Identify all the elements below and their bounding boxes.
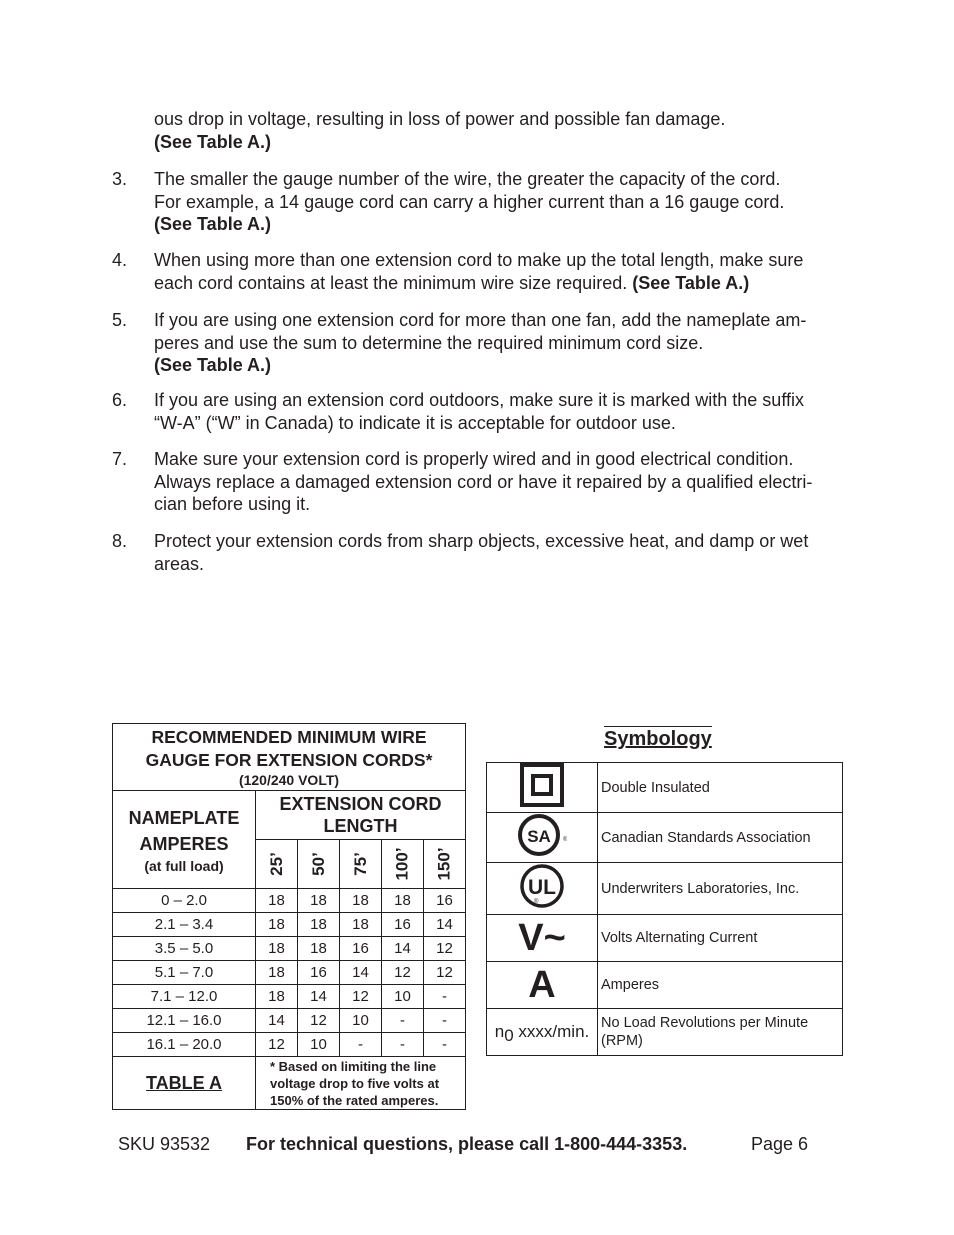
table-row [113,1009,466,1033]
gauge-cell: 12 [298,1009,340,1033]
length-header [340,840,382,889]
see-table-ref: (See Table A.) [154,355,272,375]
table-row [113,937,466,961]
extension-label: EXTENSION CORD [279,794,442,814]
nameplate-header [113,791,256,889]
wire-gauge-table [112,723,466,1110]
item-number: 4. [112,250,128,270]
length-label: 150’ [434,847,454,881]
list-item [154,530,854,575]
footnote-line: * Based on limiting the line [270,1058,437,1074]
item-text: Protect your extension cords from sharp objects, excessive heat, and damp or wet [154,531,809,551]
gauge-cell: 18 [256,961,298,985]
support-phone-text: For technical questions, please call 1-800-444-3353. [246,1134,688,1154]
see-table-ref: (See Table A.) [632,272,750,293]
double-insulated-icon [487,763,598,813]
item-text: areas. [154,553,205,574]
table-row [113,985,466,1009]
list-item [154,389,854,434]
gauge-cell: 18 [256,937,298,961]
ampere-range: 7.1 – 12.0 [113,985,256,1009]
symbol-row [487,962,843,1009]
gauge-cell: 18 [256,889,298,913]
gauge-cell: - [382,1033,424,1057]
extension-label: LENGTH [323,816,398,836]
gauge-cell: 16 [382,913,424,937]
gauge-cell: 14 [340,961,382,985]
gauge-cell: 14 [256,1009,298,1033]
gauge-cell: 10 [382,985,424,1009]
table-row [113,913,466,937]
see-table-ref: (See Table A.) [154,214,272,234]
gauge-cell: 12 [424,961,466,985]
length-header [298,840,340,889]
item-text: each cord contains at least the minimum wire size required. [154,272,628,293]
item-text: Make sure your extension cord is properly wired and in good electrical condition. [154,449,794,469]
list-item [154,448,854,516]
table-subtitle: (120/240 VOLT) [238,772,340,788]
gauge-cell: 18 [340,913,382,937]
symbol-row [487,863,843,915]
gauge-cell: 18 [340,889,382,913]
symbol-row [487,1009,843,1056]
symbol-description: Canadian Standards Association [598,813,843,863]
csa-icon [487,813,598,863]
extension-length-header [256,791,466,840]
gauge-cell: 12 [382,961,424,985]
gauge-cell: 14 [298,985,340,1009]
svg-text:UL: UL [528,876,556,899]
svg-text:®: ® [534,899,539,905]
gauge-cell: 12 [340,985,382,1009]
gauge-cell: - [424,1033,466,1057]
table-label-text: TABLE A [146,1072,222,1093]
length-label: 100’ [392,847,412,881]
volts-ac-glyph: V~ [518,917,566,959]
item-number: 5. [112,310,128,330]
table-title-line: GAUGE FOR EXTENSION CORDS* [145,750,433,770]
symbol-description: Double Insulated [598,763,843,813]
gauge-cell: 16 [424,889,466,913]
nameplate-sub: (at full load) [144,857,224,874]
symbol-row [487,763,843,813]
item-text: “W-A” (“W” in Canada) to indicate it is acceptable for outdoor use. [154,412,676,433]
table-title-line: RECOMMENDED MINIMUM WIRE [151,727,427,747]
table-row [113,1033,466,1057]
gauge-cell: 12 [256,1033,298,1057]
gauge-cell: 12 [424,937,466,961]
table-title [113,724,466,791]
symbol-description: Volts Alternating Current [598,915,843,962]
see-table-ref: (See Table A.) [154,131,272,152]
gauge-cell: 18 [298,937,340,961]
table-footnote [256,1057,466,1110]
svg-text:®: ® [563,837,567,843]
symbol-row [487,915,843,962]
item-text: When using more than one extension cord to make up the total length, make sure [154,250,804,270]
svg-text:SA: SA [527,827,551,846]
symbol-description: Underwriters Laboratories, Inc. [598,863,843,915]
length-label: 25’ [266,852,286,876]
table-row [113,889,466,913]
gauge-cell: - [424,1009,466,1033]
length-label: 50’ [308,852,328,876]
ul-icon [487,863,598,915]
gauge-cell: 14 [424,913,466,937]
continuation-text: ous drop in voltage, resulting in loss of power and possible fan damage. [154,109,726,129]
sku-label: SKU 93532 [118,1134,211,1154]
gauge-cell: 18 [382,889,424,913]
symbol-description-line: No Load Revolutions per Minute [601,1015,809,1031]
footnote-line: voltage drop to five volts at [270,1075,440,1091]
gauge-cell: 10 [340,1009,382,1033]
item-text: peres and use the sum to determine the required minimum cord size. [154,332,704,353]
gauge-cell: 18 [298,889,340,913]
gauge-cell: 16 [340,937,382,961]
item-text: The smaller the gauge number of the wire, the greater the capacity of the cord. [154,169,781,189]
ampere-range: 3.5 – 5.0 [113,937,256,961]
length-header [256,840,298,889]
item-text: cian before using it. [154,494,311,514]
amperes-icon [487,962,598,1009]
gauge-cell: 14 [382,937,424,961]
symbol-row [487,813,843,863]
gauge-cell: 18 [298,913,340,937]
symbology-title: Symbology [604,728,712,750]
symbol-description [598,1009,843,1056]
rpm-glyph: xxxx/min. [513,1022,590,1041]
amperes-glyph: A [528,964,556,1006]
gauge-cell: 16 [298,961,340,985]
item-number: 8. [112,531,128,551]
gauge-cell: - [424,985,466,1009]
n-glyph: n [494,1022,505,1041]
item-number: 6. [112,390,128,410]
item-text: Always replace a damaged extension cord or have it repaired by a qualified electri- [154,471,813,492]
length-header [382,840,424,889]
no-load-rpm-icon [487,1009,598,1056]
length-label: 75’ [350,852,370,876]
page-number: Page 6 [751,1134,809,1154]
gauge-cell: - [340,1033,382,1057]
ampere-range: 2.1 – 3.4 [113,913,256,937]
footnote-line: 150% of the rated amperes. [270,1092,439,1108]
ampere-range: 5.1 – 7.0 [113,961,256,985]
list-item [154,168,854,236]
item-text: For example, a 14 gauge cord can carry a higher current than a 16 gauge cord. [154,191,785,212]
table-label [113,1057,256,1110]
item-text: If you are using one extension cord for more than one fan, add the nameplate am- [154,310,807,330]
table-row [113,961,466,985]
subscript-zero: 0 [504,1026,514,1045]
symbol-description-line: (RPM) [601,1033,643,1049]
volts-ac-icon [487,915,598,962]
gauge-cell: 18 [256,985,298,1009]
paragraph-continuation [154,108,854,153]
item-number: 7. [112,449,128,469]
gauge-cell: 18 [256,913,298,937]
item-number: 3. [112,169,128,189]
list-item [154,309,854,377]
ampere-range: 0 – 2.0 [113,889,256,913]
ampere-range: 12.1 – 16.0 [113,1009,256,1033]
length-header [424,840,466,889]
list-item [154,249,854,294]
ampere-range: 16.1 – 20.0 [113,1033,256,1057]
nameplate-label: NAMEPLATE [128,807,240,828]
gauge-cell: 10 [298,1033,340,1057]
item-text: If you are using an extension cord outdoors, make sure it is marked with the suffix [154,390,804,410]
symbol-description: Amperes [598,962,843,1009]
symbology-table [486,762,843,1056]
gauge-cell: - [382,1009,424,1033]
nameplate-label: AMPERES [139,833,229,854]
